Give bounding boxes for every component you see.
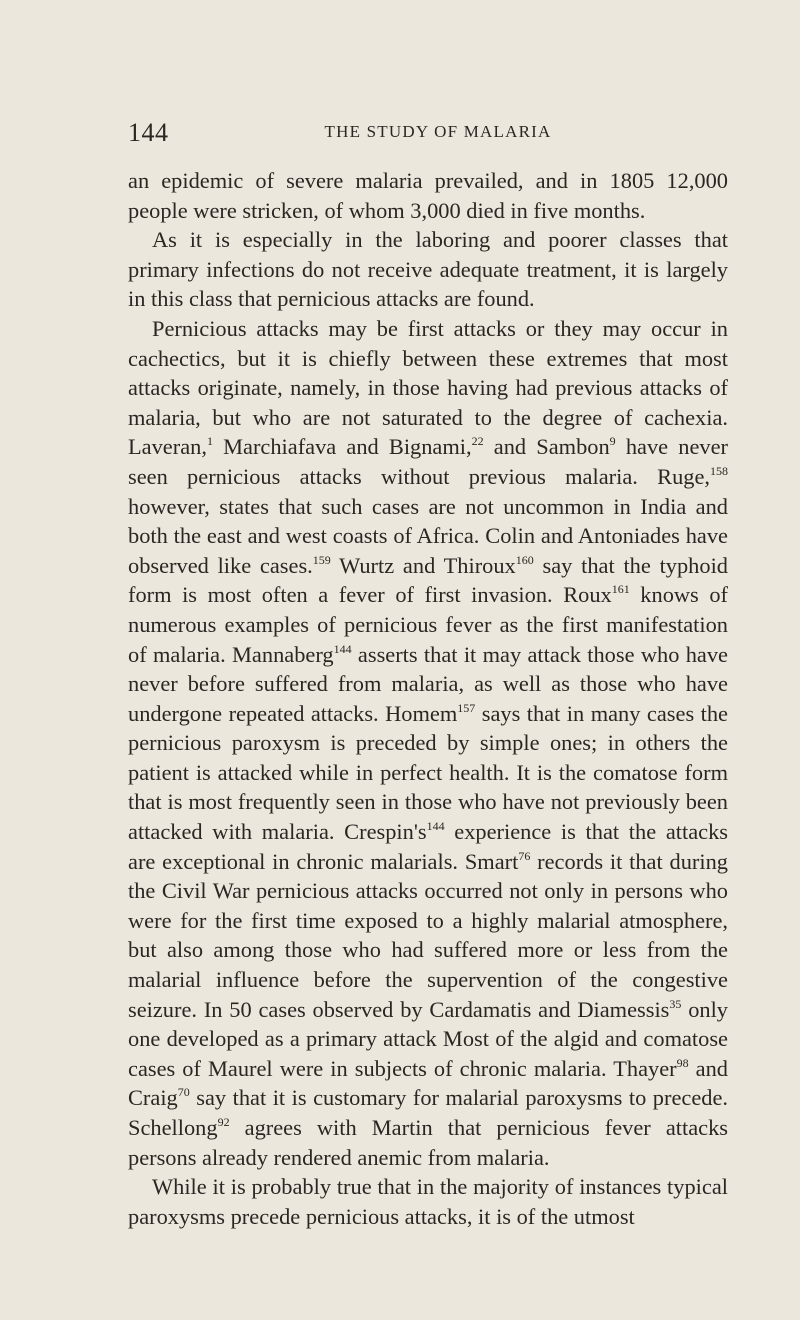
- running-head: THE STUDY OF MALARIA: [324, 122, 552, 141]
- text-run: have never seen pernicious attacks without previous malaria. Ruge,: [128, 434, 728, 489]
- reference-number: 92: [217, 1115, 230, 1129]
- reference-number: 144: [333, 641, 352, 656]
- text-run: experience is that the attacks are exceptional in chronic malarials. Smart: [128, 819, 728, 874]
- reference-number: 160: [515, 552, 534, 567]
- reference-number: 159: [312, 552, 331, 567]
- text-run: knows of numerous examples of pernicious fever as the first manifestation of malaria. Mannaberg: [128, 582, 728, 667]
- text-run: says that in many cases the pernicious paroxysm is preceded by simple ones; in others the patient is attacked while in perfect health. It is the comatose form that is most frequently seen in those who have not previously been attacked with malaria. Crespin's: [128, 700, 728, 845]
- reference-number: 22: [471, 434, 484, 449]
- text-run: say that it is customary for malarial paroxysms to precede. Schellong: [128, 1085, 728, 1140]
- reference-number: 161: [611, 582, 630, 597]
- reference-number: 157: [457, 700, 476, 715]
- text-run: agrees with Martin that pernicious fever attacks persons already rendered anemic from malaria.: [128, 1115, 728, 1170]
- text-run: and Craig: [128, 1055, 728, 1111]
- text-run: however, states that such cases are not uncommon in India and both the east and west coasts of Africa. Colin and Antoniades have observed like cases.: [128, 493, 728, 578]
- paragraph: [128, 225, 728, 314]
- reference-number: 9: [609, 434, 616, 449]
- text-run: Wurtz and Thiroux: [330, 552, 516, 578]
- page-number: 144: [128, 118, 169, 147]
- text-run: records it that during the Civil War pernicious attacks occurred not only in persons who were for the first time exposed to a highly malarial atmosphere, but also among those who had suffered more or less from the malarial influence before the supervention of the congestive seizure. In 50 cases observed by Cardamatis and Diamessis: [128, 848, 728, 1022]
- text-run: As it is especially in the laboring and poorer classes that primary infections do not receive adequate treatment, it is largely in this class that pernicious attacks are found.: [128, 227, 728, 312]
- reference-number: 98: [676, 1055, 689, 1070]
- page-header: [128, 118, 728, 148]
- reference-number: 144: [426, 819, 445, 834]
- text-run: Pernicious attacks may be first attacks or they may occur in cachectics, but it is chiefly between these extremes that most attacks originate, namely, in those having had previous attacks of malaria, but who are not saturated to the degree of cachexia. Laveran,: [128, 315, 728, 460]
- text-run: Marchiafava and Bignami,: [212, 434, 472, 460]
- text-run: and Sambon: [483, 434, 610, 460]
- reference-number: 70: [177, 1085, 190, 1100]
- reference-number: 1: [206, 434, 213, 449]
- text-run: While it is probably true that in the majority of instances typical paroxysms precede pernicious attacks, it is of the utmost: [128, 1174, 728, 1229]
- reference-number: 76: [518, 848, 531, 863]
- paragraph: [128, 1172, 728, 1231]
- reference-number: 35: [669, 996, 682, 1011]
- reference-number: 158: [710, 463, 728, 478]
- text-run: an epidemic of severe malaria prevailed, and in 1805 12,000 people were stricken, of whom 3,000 died in five months.: [128, 168, 728, 223]
- body-text: [128, 166, 728, 1231]
- paragraph: [128, 166, 728, 225]
- text-run: asserts that it may attack those who have never before suffered from malaria, as well as those who have undergone repeated attacks. Homem: [128, 641, 728, 726]
- text-run: only one developed as a primary attack Most of the algid and comatose cases of Maurel were in subjects of chronic malaria. Thayer: [128, 996, 728, 1081]
- text-run: say that the typhoid form is most often a fever of first invasion. Roux: [128, 552, 728, 608]
- paragraph: [128, 314, 728, 1172]
